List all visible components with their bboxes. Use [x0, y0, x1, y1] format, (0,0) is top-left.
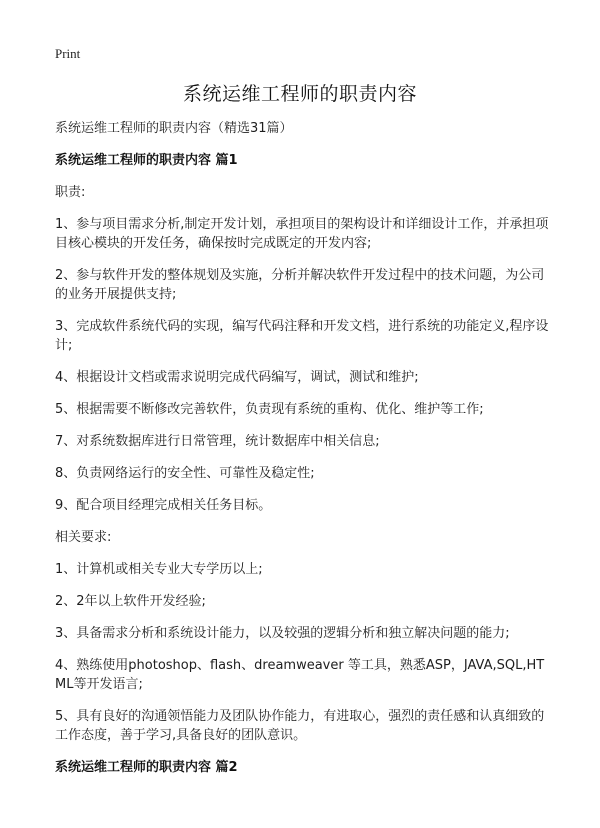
requirement-item: 2、2年以上软件开发经验;	[55, 594, 206, 609]
duties-label: 职责:	[55, 185, 86, 200]
section-heading-2: 系统运维工程师的职责内容 篇2	[55, 760, 238, 775]
duty-item: 5、根据需要不断修改完善软件，负责现有系统的重构、优化、维护等工作;	[55, 402, 484, 417]
document-body	[55, 119, 550, 790]
duty-item: 7、对系统数据库进行日常管理，统计数据库中相关信息;	[55, 434, 380, 449]
section-heading-1: 系统运维工程师的职责内容 篇1	[55, 153, 238, 168]
duty-item: 8、负责网络运行的安全性、可靠性及稳定性;	[55, 466, 315, 481]
requirement-item: 5、具有良好的沟通领悟能力及团队协作能力，有进取心，强烈的责任感和认真细致的工作态度，善于学习,具备良好的团队意识。	[55, 709, 545, 743]
document-subtitle: 系统运维工程师的职责内容（精选31篇）	[55, 121, 293, 136]
duty-item: 4、根据设计文档或需求说明完成代码编写，调试，测试和维护;	[55, 370, 419, 385]
requirement-item: 3、具备需求分析和系统设计能力，以及较强的逻辑分析和独立解决问题的能力;	[55, 626, 510, 641]
duty-item: 2、参与软件开发的整体规划及实施，分析并解决软件开发过程中的技术问题，为公司的业务开展提供支持;	[55, 268, 545, 302]
duty-item: 1、参与项目需求分析,制定开发计划，承担项目的架构设计和详细设计工作，并承担项目核心模块的开发任务，确保按时完成既定的开发内容;	[55, 217, 549, 251]
page-title: 系统运维工程师的职责内容	[182, 83, 417, 105]
requirement-item: 1、计算机或相关专业大专学历以上;	[55, 562, 263, 577]
print-label: Print	[55, 46, 81, 61]
requirement-item: 4、熟练使用photoshop、flash、dreamweaver 等工具，熟悉ASP，JAVA,SQL,HTML等开发语言;	[55, 658, 545, 692]
duty-item: 3、完成软件系统代码的实现，编写代码注释和开发文档，进行系统的功能定义,程序设计;	[55, 319, 549, 353]
duty-item: 9、配合项目经理完成相关任务目标。	[55, 498, 272, 513]
requirements-label: 相关要求:	[55, 530, 112, 545]
